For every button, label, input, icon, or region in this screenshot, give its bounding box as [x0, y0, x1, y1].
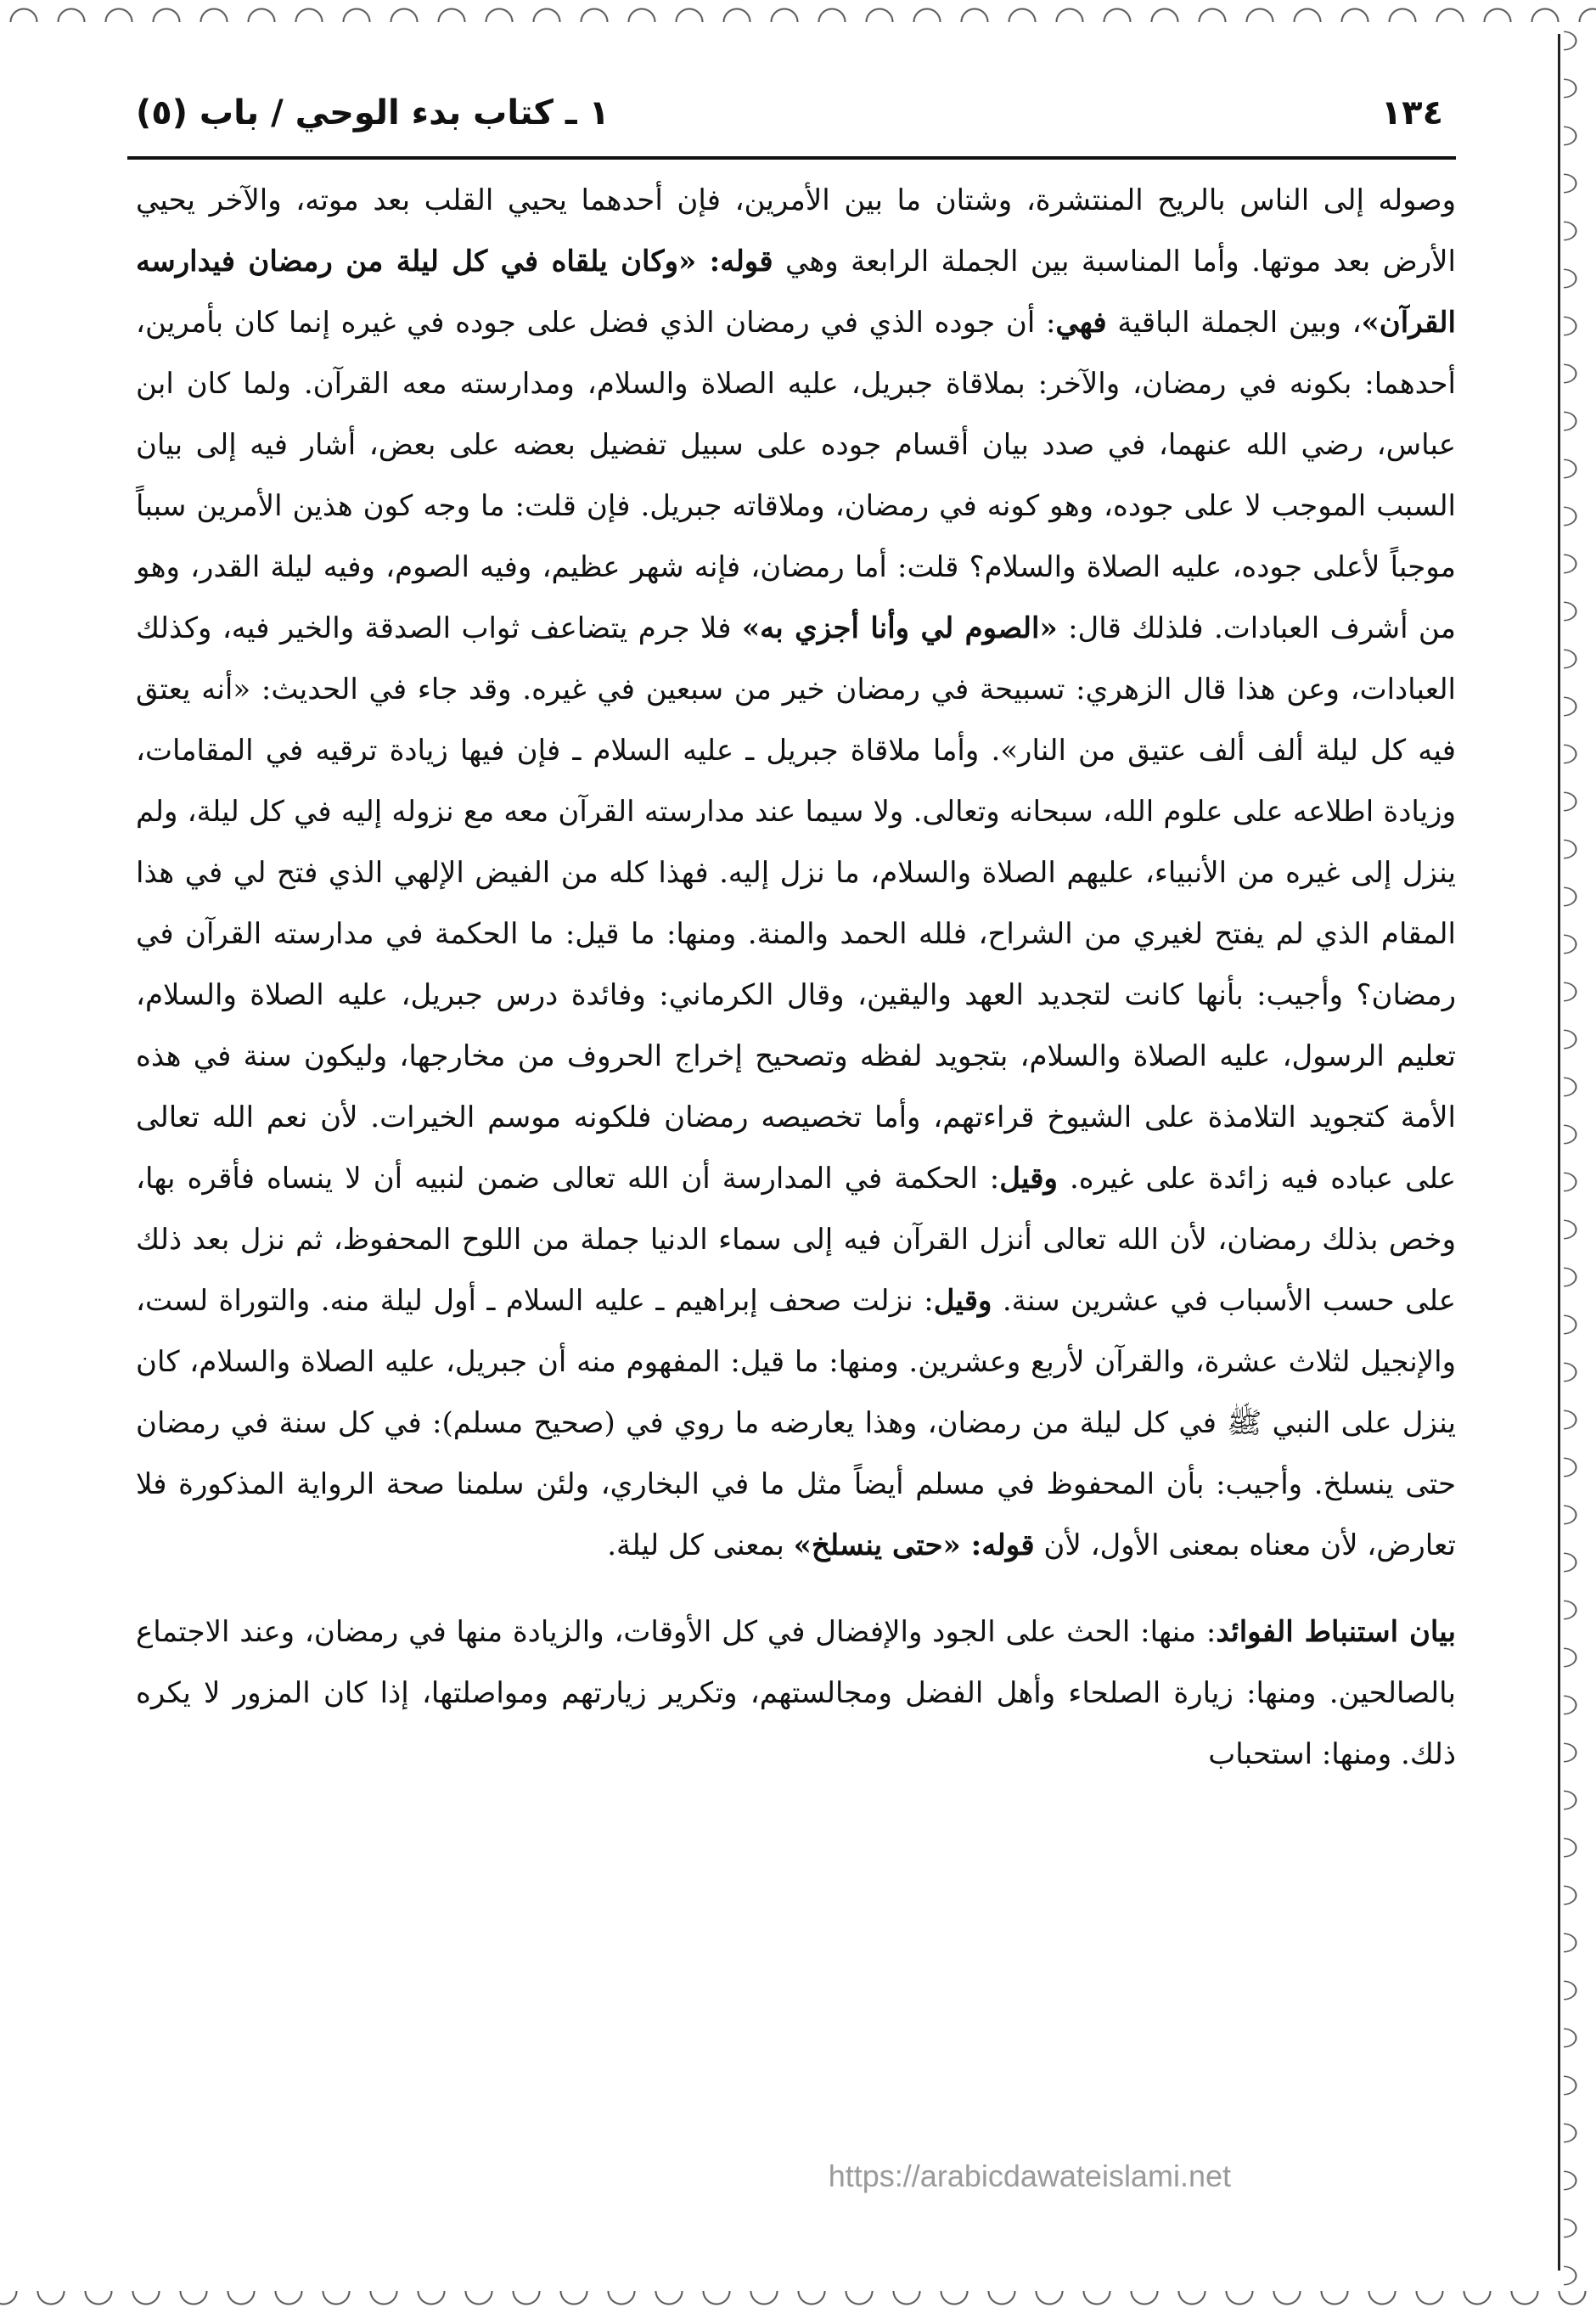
- page-number: ١٣٤: [1380, 93, 1443, 132]
- header-divider: [127, 156, 1456, 160]
- text-run: : الحكمة في المدارسة أن الله تعالى ضمن لنبيه أن لا ينساه فأقره بها، وخص بذلك رمضان، لأن الله تعالى أنزل القرآن فيه إلى سماء الدنيا جملة من اللوح المحفوظ، ثم نزل بعد ذلك على حسب الأسباب في عشرين سنة.: [136, 1162, 1457, 1318]
- bold-term: فهي: [1055, 306, 1107, 340]
- bold-quote: قوله: «حتى ينسلخ»: [793, 1528, 1035, 1562]
- bold-term: وقيل: [933, 1284, 992, 1318]
- text-run: بمعنى كل ليلة.: [607, 1528, 794, 1562]
- bold-term: وقيل: [999, 1162, 1058, 1196]
- text-run: ، وبين الجملة الباقية: [1106, 306, 1362, 340]
- text-run: فلا جرم يتضاعف ثواب الصدقة والخير فيه، وكذلك العبادات، وعن هذا قال الزهري: تسبيحة في رمضان خير من سبعين في غيره. وقد جاء في الحديث: «أنه يعتق فيه كل ليلة ألف ألف عتيق من النار». وأما ملاقاة جبريل ـ عليه السلام ـ فإن فيها زيادة ترقيه في المقامات، وزيادة اطلاعه على علوم الله، سبحانه وتعالى. ولا سيما عند مدارسته القرآن معه مع نزوله إليه في كل ليلة، ولم ينزل إلى غيره من الأنبياء، عليهم الصلاة والسلام، ما نزل إليه. فهذا كله من الفيض الإلهي الذي فتح لي في هذا المقام الذي لم يفتح لغيري من الشراح، فلله الحمد والمنة. ومنها: ما قيل: ما الحكمة في مدارسته القرآن في رمضان؟ وأجيب: بأنها كانت لتجديد العهد واليقين، وقال الكرماني: وفائدة درس جبريل، عليه الصلاة والسلام، تعليم الرسول، عليه الصلاة والسلام، بتجويد لفظه وتصحيح إخراج الحروف من مخارجها، وليكون سنة في هذه الأمة كتجويد التلامذة على الشيوخ قراءتهم، وأما تخصيصه رمضان فلكونه موسم الخيرات. لأن نعم الله تعالى على عباده فيه زائدة على غيره.: [136, 611, 1456, 1196]
- page-header: [127, 82, 1452, 158]
- text-run: : منها: الحث على الجود والإفضال في كل الأوقات، والزيادة منها في رمضان، وعند الاجتماع بالصالحين. ومنها: زيارة الصلحاء وأهل الفضل ومجالستهم، وتكرير زيارتهم ومواصلتها، إذا كان المزور لا يكره ذلك. ومنها: استحباب: [136, 1615, 1456, 1771]
- section-heading: بيان استنباط الفوائد: [1216, 1615, 1456, 1649]
- running-title: ١ ـ كتاب بدء الوحي / باب (٥): [136, 93, 610, 132]
- text-run: وصوله إلى الناس بالريح المنتشرة، وشتان ما بين الأمرين، فإن أحدهما يحيي القلب بعد موته، والآخر يحيي الأرض بعد موتها. وأما المناسبة بين الجملة الرابعة وهي: [136, 183, 1456, 279]
- body-paragraph: [136, 170, 1456, 1576]
- section-paragraph-benefits: [136, 1601, 1456, 1785]
- ornamental-border-right: [1564, 17, 1596, 2296]
- ornamental-border-bottom: [0, 2291, 1596, 2313]
- bold-quote: قوله: «وكان يلقاه في كل ليلة من رمضان فيدارسه القرآن»: [136, 245, 1456, 340]
- page-body: [136, 170, 1456, 1785]
- bold-quote: «الصوم لي وأنا أجزي به»: [741, 611, 1058, 645]
- text-run: : أن جوده الذي في رمضان الذي فضل على جوده في غيره إنما كان بأمرين، أحدهما: بكونه في رمضان، والآخر: بملاقاة جبريل، عليه الصلاة والسلام، ومدارسته معه القرآن. ولما كان ابن عباس، رضي الله عنهما، في صدد بيان أقسام جوده على سبيل تفضيل بعضه على بعض، أشار فيه إلى بيان السبب الموجب لا على جوده، وهو كونه في رمضان، وملاقاته جبريل. فإن قلت: ما وجه كون هذين الأمرين سبباً موجباً لأعلى جوده، عليه الصلاة والسلام؟ قلت: أما رمضان، فإنه شهر عظيم، وفيه الصوم، وفيه ليلة القدر، وهو من أشرف العبادات. فلذلك قال:: [136, 306, 1456, 645]
- border-rule-right: [1558, 34, 1560, 2271]
- watermark-url: https://arabicdawateislami.net: [828, 2158, 1231, 2193]
- text-run: : نزلت صحف إبراهيم ـ عليه السلام ـ أول ليلة منه. والتوراة لست، والإنجيل لثلاث عشرة، والقرآن لأربع وعشرين. ومنها: ما قيل: المفهوم منه أن جبريل، عليه الصلاة والسلام، كان ينزل على النبي ﷺ في كل ليلة من رمضان، وهذا يعارضه ما روي في (صحيح مسلم): في كل سنة في رمضان حتى ينسلخ. وأجيب: بأن المحفوظ في مسلم أيضاً مثل ما في البخاري، ولئن سلمنا صحة الرواية المذكورة فلا تعارض، لأن معناه بمعنى الأول، لأن: [136, 1284, 1456, 1562]
- ornamental-border-top: [0, 0, 1596, 22]
